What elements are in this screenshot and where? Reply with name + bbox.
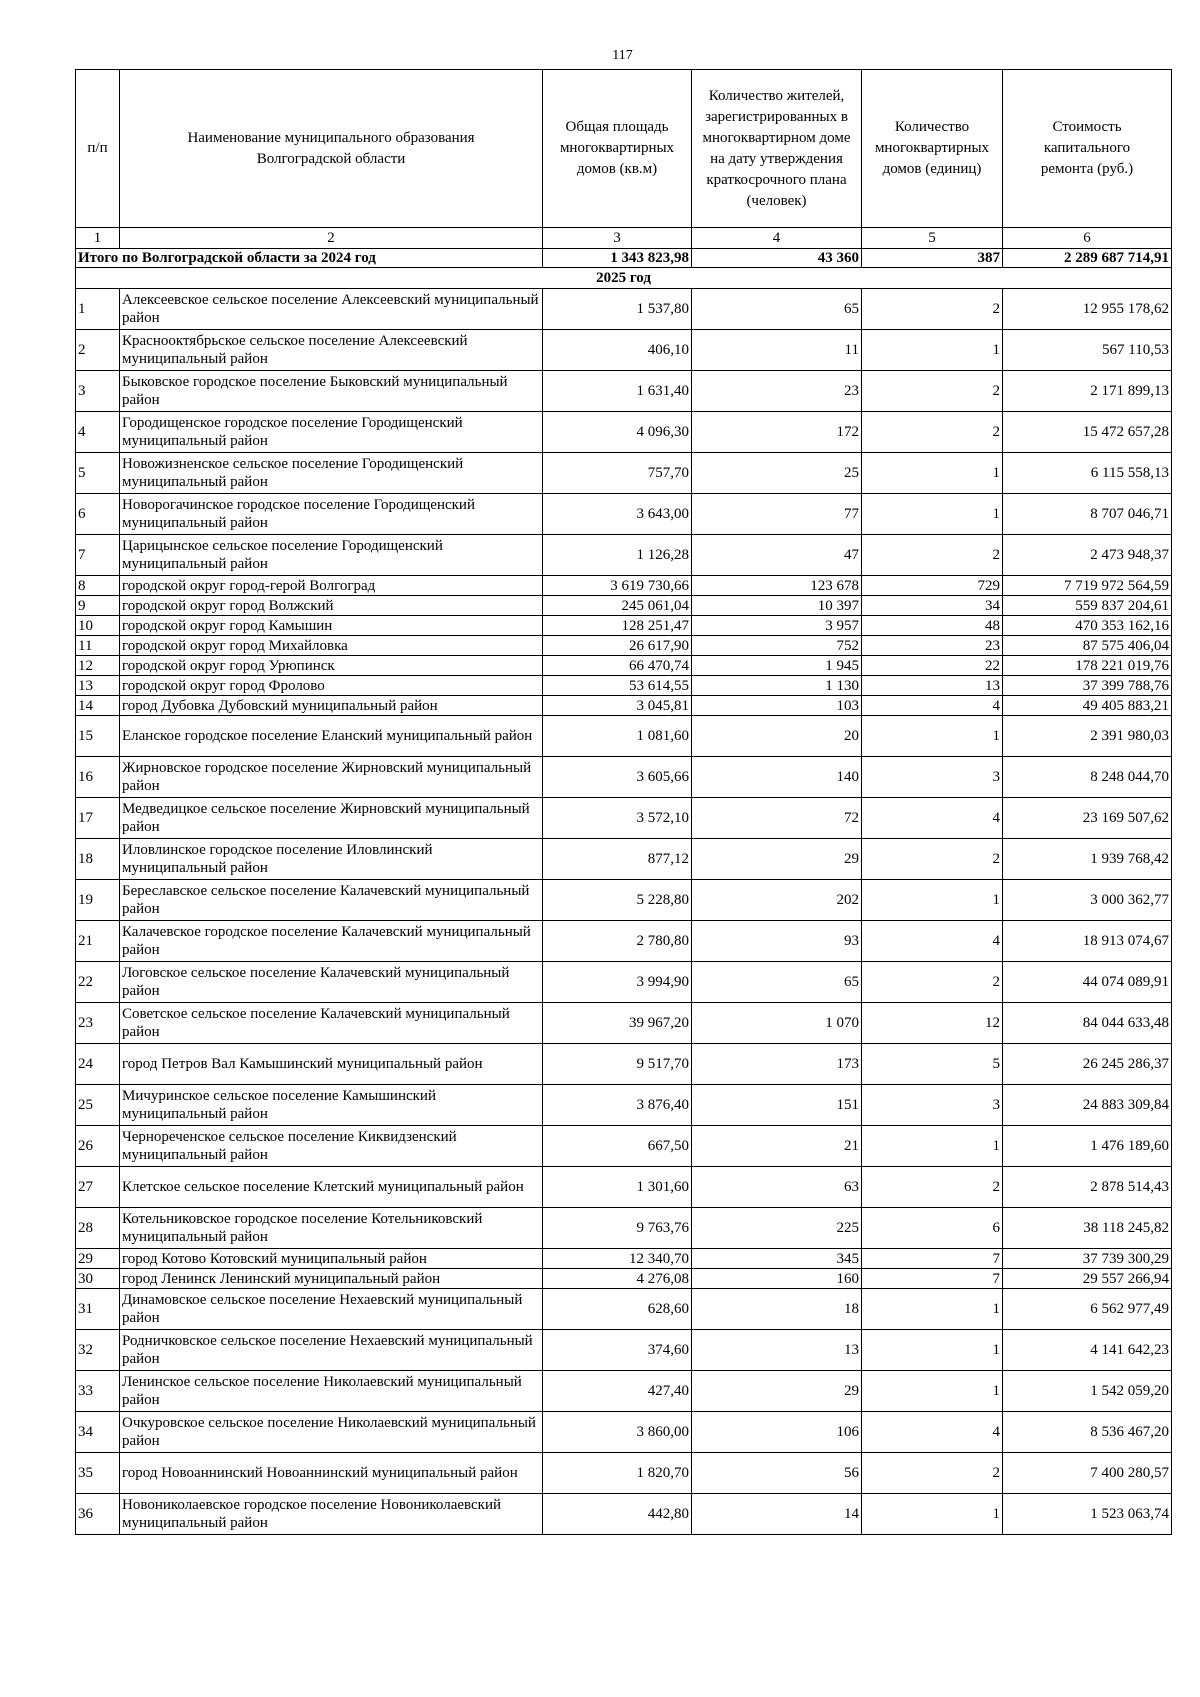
row-index: 26	[76, 1126, 120, 1167]
row-cost: 44 074 089,91	[1003, 962, 1172, 1003]
row-cost: 29 557 266,94	[1003, 1269, 1172, 1289]
table-row	[76, 596, 1172, 616]
row-cost: 8 248 044,70	[1003, 757, 1172, 798]
row-area: 1 631,40	[543, 371, 692, 412]
row-area: 628,60	[543, 1289, 692, 1330]
row-index: 13	[76, 676, 120, 696]
total-label: Итого по Волгоградской области за 2024 год	[76, 249, 543, 268]
row-houses: 4	[862, 921, 1003, 962]
row-area: 128 251,47	[543, 616, 692, 636]
row-residents: 103	[692, 696, 862, 716]
row-index: 22	[76, 962, 120, 1003]
row-index: 15	[76, 716, 120, 757]
row-area: 39 967,20	[543, 1003, 692, 1044]
row-municipality: городской округ город-герой Волгоград	[120, 576, 543, 596]
row-area: 66 470,74	[543, 656, 692, 676]
table-row	[76, 1167, 1172, 1208]
row-houses: 13	[862, 676, 1003, 696]
row-municipality: Краснооктябрьское сельское поселение Алексеевский муниципальный район	[120, 330, 543, 371]
row-index: 29	[76, 1249, 120, 1269]
row-residents: 1 130	[692, 676, 862, 696]
row-residents: 11	[692, 330, 862, 371]
row-houses: 4	[862, 1412, 1003, 1453]
row-cost: 4 141 642,23	[1003, 1330, 1172, 1371]
row-index: 35	[76, 1453, 120, 1494]
row-municipality: Городищенское городское поселение Городищенский муниципальный район	[120, 412, 543, 453]
row-cost: 23 169 507,62	[1003, 798, 1172, 839]
row-index: 8	[76, 576, 120, 596]
row-residents: 173	[692, 1044, 862, 1085]
row-cost: 1 542 059,20	[1003, 1371, 1172, 1412]
row-area: 3 994,90	[543, 962, 692, 1003]
column-number: 4	[692, 228, 862, 249]
row-houses: 1	[862, 716, 1003, 757]
row-index: 2	[76, 330, 120, 371]
row-residents: 56	[692, 1453, 862, 1494]
row-municipality: Родничковское сельское поселение Нехаевский муниципальный район	[120, 1330, 543, 1371]
row-index: 12	[76, 656, 120, 676]
row-houses: 34	[862, 596, 1003, 616]
table-row	[76, 1330, 1172, 1371]
row-residents: 172	[692, 412, 862, 453]
row-residents: 202	[692, 880, 862, 921]
row-area: 4 096,30	[543, 412, 692, 453]
row-area: 9 763,76	[543, 1208, 692, 1249]
table-row	[76, 535, 1172, 576]
row-houses: 1	[862, 494, 1003, 535]
row-municipality: Иловлинское городское поселение Иловлинский муниципальный район	[120, 839, 543, 880]
row-houses: 48	[862, 616, 1003, 636]
housing-repair-table	[75, 69, 1172, 1535]
row-area: 1 820,70	[543, 1453, 692, 1494]
row-municipality: городской округ город Фролово	[120, 676, 543, 696]
row-index: 1	[76, 289, 120, 330]
row-houses: 1	[862, 1371, 1003, 1412]
total-residents: 43 360	[692, 249, 862, 268]
row-residents: 345	[692, 1249, 862, 1269]
row-area: 4 276,08	[543, 1269, 692, 1289]
row-cost: 37 399 788,76	[1003, 676, 1172, 696]
table-row	[76, 371, 1172, 412]
total-cost: 2 289 687 714,91	[1003, 249, 1172, 268]
table-row	[76, 757, 1172, 798]
row-municipality: Советское сельское поселение Калачевский муниципальный район	[120, 1003, 543, 1044]
table-row	[76, 1289, 1172, 1330]
row-area: 2 780,80	[543, 921, 692, 962]
row-houses: 1	[862, 880, 1003, 921]
column-number: 5	[862, 228, 1003, 249]
row-municipality: Котельниковское городское поселение Котельниковский муниципальный район	[120, 1208, 543, 1249]
table-row	[76, 656, 1172, 676]
row-houses: 2	[862, 412, 1003, 453]
row-index: 10	[76, 616, 120, 636]
row-area: 1 537,80	[543, 289, 692, 330]
table-row	[76, 289, 1172, 330]
column-number: 3	[543, 228, 692, 249]
row-houses: 4	[862, 798, 1003, 839]
row-houses: 7	[862, 1269, 1003, 1289]
row-area: 442,80	[543, 1494, 692, 1535]
row-residents: 65	[692, 962, 862, 1003]
row-cost: 470 353 162,16	[1003, 616, 1172, 636]
row-cost: 7 719 972 564,59	[1003, 576, 1172, 596]
column-number: 6	[1003, 228, 1172, 249]
row-index: 3	[76, 371, 120, 412]
table-row	[76, 636, 1172, 656]
row-municipality: городской округ город Михайловка	[120, 636, 543, 656]
row-municipality: Чернореченское сельское поселение Киквидзенский муниципальный район	[120, 1126, 543, 1167]
row-cost: 49 405 883,21	[1003, 696, 1172, 716]
row-residents: 65	[692, 289, 862, 330]
table-row	[76, 962, 1172, 1003]
row-area: 406,10	[543, 330, 692, 371]
header-index: п/п	[76, 70, 120, 228]
column-number-row	[76, 228, 1172, 249]
row-residents: 93	[692, 921, 862, 962]
table-row	[76, 880, 1172, 921]
row-index: 7	[76, 535, 120, 576]
row-cost: 178 221 019,76	[1003, 656, 1172, 676]
row-area: 1 126,28	[543, 535, 692, 576]
row-cost: 18 913 074,67	[1003, 921, 1172, 962]
row-index: 36	[76, 1494, 120, 1535]
table-row	[76, 412, 1172, 453]
row-cost: 2 473 948,37	[1003, 535, 1172, 576]
page-number: 117	[612, 48, 633, 63]
row-area: 427,40	[543, 1371, 692, 1412]
row-houses: 22	[862, 656, 1003, 676]
row-area: 53 614,55	[543, 676, 692, 696]
row-municipality: Мичуринское сельское поселение Камышинский муниципальный район	[120, 1085, 543, 1126]
row-index: 16	[76, 757, 120, 798]
row-municipality: Новониколаевское городское поселение Новониколаевский муниципальный район	[120, 1494, 543, 1535]
row-index: 28	[76, 1208, 120, 1249]
row-houses: 729	[862, 576, 1003, 596]
row-area: 667,50	[543, 1126, 692, 1167]
row-cost: 38 118 245,82	[1003, 1208, 1172, 1249]
row-houses: 4	[862, 696, 1003, 716]
row-index: 17	[76, 798, 120, 839]
total-area: 1 343 823,98	[543, 249, 692, 268]
row-area: 3 605,66	[543, 757, 692, 798]
row-municipality: город Ленинск Ленинский муниципальный район	[120, 1269, 543, 1289]
row-municipality: городской округ город Камышин	[120, 616, 543, 636]
row-residents: 29	[692, 839, 862, 880]
row-municipality: Царицынское сельское поселение Городищенский муниципальный район	[120, 535, 543, 576]
row-residents: 1 945	[692, 656, 862, 676]
table-row	[76, 1208, 1172, 1249]
row-index: 21	[76, 921, 120, 962]
table-row	[76, 330, 1172, 371]
row-area: 877,12	[543, 839, 692, 880]
row-cost: 15 472 657,28	[1003, 412, 1172, 453]
row-municipality: Быковское городское поселение Быковский муниципальный район	[120, 371, 543, 412]
table-row	[76, 921, 1172, 962]
row-municipality: Клетское сельское поселение Клетский муниципальный район	[120, 1167, 543, 1208]
row-houses: 2	[862, 839, 1003, 880]
row-residents: 47	[692, 535, 862, 576]
row-area: 3 045,81	[543, 696, 692, 716]
row-area: 9 517,70	[543, 1044, 692, 1085]
row-municipality: город Котово Котовский муниципальный район	[120, 1249, 543, 1269]
header-residents: Количество жителей, зарегистрированных в многоквартирном доме на дату утверждения краткосрочного плана (человек)	[692, 70, 862, 228]
row-municipality: город Дубовка Дубовский муниципальный район	[120, 696, 543, 716]
header-cost: Стоимость капитального ремонта (руб.)	[1003, 70, 1172, 228]
row-municipality: Очкуровское сельское поселение Николаевский муниципальный район	[120, 1412, 543, 1453]
row-area: 26 617,90	[543, 636, 692, 656]
row-area: 757,70	[543, 453, 692, 494]
table-row	[76, 1453, 1172, 1494]
column-number: 1	[76, 228, 120, 249]
table-row	[76, 576, 1172, 596]
header-houses: Количество многоквартирных домов (единиц)	[862, 70, 1003, 228]
row-houses: 2	[862, 1167, 1003, 1208]
row-index: 32	[76, 1330, 120, 1371]
column-number: 2	[120, 228, 543, 249]
table-row	[76, 1126, 1172, 1167]
table-body	[76, 249, 1172, 1535]
row-cost: 37 739 300,29	[1003, 1249, 1172, 1269]
row-houses: 3	[862, 757, 1003, 798]
row-cost: 2 171 899,13	[1003, 371, 1172, 412]
row-houses: 2	[862, 535, 1003, 576]
row-residents: 140	[692, 757, 862, 798]
table-row	[76, 1371, 1172, 1412]
row-residents: 77	[692, 494, 862, 535]
table-header	[76, 70, 1172, 249]
row-residents: 13	[692, 1330, 862, 1371]
row-houses: 3	[862, 1085, 1003, 1126]
row-cost: 3 000 362,77	[1003, 880, 1172, 921]
row-municipality: городской округ город Волжский	[120, 596, 543, 616]
row-municipality: городской округ город Урюпинск	[120, 656, 543, 676]
row-residents: 3 957	[692, 616, 862, 636]
row-area: 3 643,00	[543, 494, 692, 535]
row-municipality: Новожизненское сельское поселение Городищенский муниципальный район	[120, 453, 543, 494]
total-houses: 387	[862, 249, 1003, 268]
row-residents: 160	[692, 1269, 862, 1289]
year-label: 2025 год	[76, 268, 1172, 289]
row-residents: 151	[692, 1085, 862, 1126]
row-municipality: город Новоаннинский Новоаннинский муниципальный район	[120, 1453, 543, 1494]
row-houses: 6	[862, 1208, 1003, 1249]
table-row	[76, 616, 1172, 636]
row-cost: 12 955 178,62	[1003, 289, 1172, 330]
row-residents: 225	[692, 1208, 862, 1249]
row-index: 19	[76, 880, 120, 921]
row-area: 12 340,70	[543, 1249, 692, 1269]
row-cost: 87 575 406,04	[1003, 636, 1172, 656]
row-municipality: Ленинское сельское поселение Николаевский муниципальный район	[120, 1371, 543, 1412]
row-residents: 63	[692, 1167, 862, 1208]
table-row	[76, 453, 1172, 494]
row-index: 34	[76, 1412, 120, 1453]
row-cost: 1 476 189,60	[1003, 1126, 1172, 1167]
row-cost: 2 878 514,43	[1003, 1167, 1172, 1208]
row-municipality: Жирновское городское поселение Жирновский муниципальный район	[120, 757, 543, 798]
row-residents: 21	[692, 1126, 862, 1167]
row-cost: 559 837 204,61	[1003, 596, 1172, 616]
row-municipality: город Петров Вал Камышинский муниципальный район	[120, 1044, 543, 1085]
row-houses: 1	[862, 453, 1003, 494]
row-index: 25	[76, 1085, 120, 1126]
row-cost: 8 536 467,20	[1003, 1412, 1172, 1453]
row-residents: 10 397	[692, 596, 862, 616]
header-municipality: Наименование муниципального образования Волгоградской области	[120, 70, 543, 228]
row-index: 6	[76, 494, 120, 535]
row-cost: 8 707 046,71	[1003, 494, 1172, 535]
table-row	[76, 1269, 1172, 1289]
table-row	[76, 839, 1172, 880]
row-index: 33	[76, 1371, 120, 1412]
row-houses: 7	[862, 1249, 1003, 1269]
row-cost: 24 883 309,84	[1003, 1085, 1172, 1126]
table-row	[76, 1249, 1172, 1269]
row-cost: 6 562 977,49	[1003, 1289, 1172, 1330]
row-municipality: Береславское сельское поселение Калачевский муниципальный район	[120, 880, 543, 921]
row-area: 3 876,40	[543, 1085, 692, 1126]
row-area: 245 061,04	[543, 596, 692, 616]
table-row	[76, 676, 1172, 696]
row-cost: 1 523 063,74	[1003, 1494, 1172, 1535]
table-row	[76, 1085, 1172, 1126]
row-houses: 5	[862, 1044, 1003, 1085]
row-index: 30	[76, 1269, 120, 1289]
row-municipality: Логовское сельское поселение Калачевский муниципальный район	[120, 962, 543, 1003]
row-houses: 1	[862, 1494, 1003, 1535]
table-row	[76, 1003, 1172, 1044]
table-row	[76, 716, 1172, 757]
row-area: 374,60	[543, 1330, 692, 1371]
row-index: 27	[76, 1167, 120, 1208]
table-row	[76, 798, 1172, 839]
row-residents: 72	[692, 798, 862, 839]
row-houses: 2	[862, 1453, 1003, 1494]
row-houses: 1	[862, 330, 1003, 371]
row-houses: 2	[862, 371, 1003, 412]
row-area: 1 081,60	[543, 716, 692, 757]
row-houses: 12	[862, 1003, 1003, 1044]
row-index: 18	[76, 839, 120, 880]
row-residents: 752	[692, 636, 862, 656]
row-residents: 18	[692, 1289, 862, 1330]
row-cost: 26 245 286,37	[1003, 1044, 1172, 1085]
table-row	[76, 1412, 1172, 1453]
row-area: 5 228,80	[543, 880, 692, 921]
table-row	[76, 494, 1172, 535]
row-area: 3 860,00	[543, 1412, 692, 1453]
year-row	[76, 268, 1172, 289]
row-area: 3 619 730,66	[543, 576, 692, 596]
row-index: 11	[76, 636, 120, 656]
row-residents: 106	[692, 1412, 862, 1453]
row-index: 4	[76, 412, 120, 453]
row-houses: 23	[862, 636, 1003, 656]
row-houses: 1	[862, 1330, 1003, 1371]
row-residents: 14	[692, 1494, 862, 1535]
row-residents: 29	[692, 1371, 862, 1412]
row-houses: 1	[862, 1126, 1003, 1167]
row-houses: 1	[862, 1289, 1003, 1330]
row-municipality: Динамовское сельское поселение Нехаевский муниципальный район	[120, 1289, 543, 1330]
table-row	[76, 1494, 1172, 1535]
row-residents: 123 678	[692, 576, 862, 596]
table-row	[76, 696, 1172, 716]
row-residents: 25	[692, 453, 862, 494]
table-row	[76, 1044, 1172, 1085]
row-index: 5	[76, 453, 120, 494]
row-area: 3 572,10	[543, 798, 692, 839]
row-index: 31	[76, 1289, 120, 1330]
row-residents: 20	[692, 716, 862, 757]
row-houses: 2	[862, 289, 1003, 330]
header-area: Общая площадь многоквартирных домов (кв.м)	[543, 70, 692, 228]
row-municipality: Калачевское городское поселение Калачевский муниципальный район	[120, 921, 543, 962]
row-cost: 7 400 280,57	[1003, 1453, 1172, 1494]
row-cost: 1 939 768,42	[1003, 839, 1172, 880]
row-index: 23	[76, 1003, 120, 1044]
row-municipality: Новорогачинское городское поселение Городищенский муниципальный район	[120, 494, 543, 535]
row-municipality: Алексеевское сельское поселение Алексеевский муниципальный район	[120, 289, 543, 330]
row-cost: 84 044 633,48	[1003, 1003, 1172, 1044]
row-area: 1 301,60	[543, 1167, 692, 1208]
row-municipality: Еланское городское поселение Еланский муниципальный район	[120, 716, 543, 757]
row-index: 14	[76, 696, 120, 716]
row-cost: 567 110,53	[1003, 330, 1172, 371]
row-index: 24	[76, 1044, 120, 1085]
row-index: 9	[76, 596, 120, 616]
row-residents: 1 070	[692, 1003, 862, 1044]
row-cost: 2 391 980,03	[1003, 716, 1172, 757]
row-residents: 23	[692, 371, 862, 412]
row-municipality: Медведицкое сельское поселение Жирновский муниципальный район	[120, 798, 543, 839]
row-houses: 2	[862, 962, 1003, 1003]
row-cost: 6 115 558,13	[1003, 453, 1172, 494]
total-row	[76, 249, 1172, 268]
